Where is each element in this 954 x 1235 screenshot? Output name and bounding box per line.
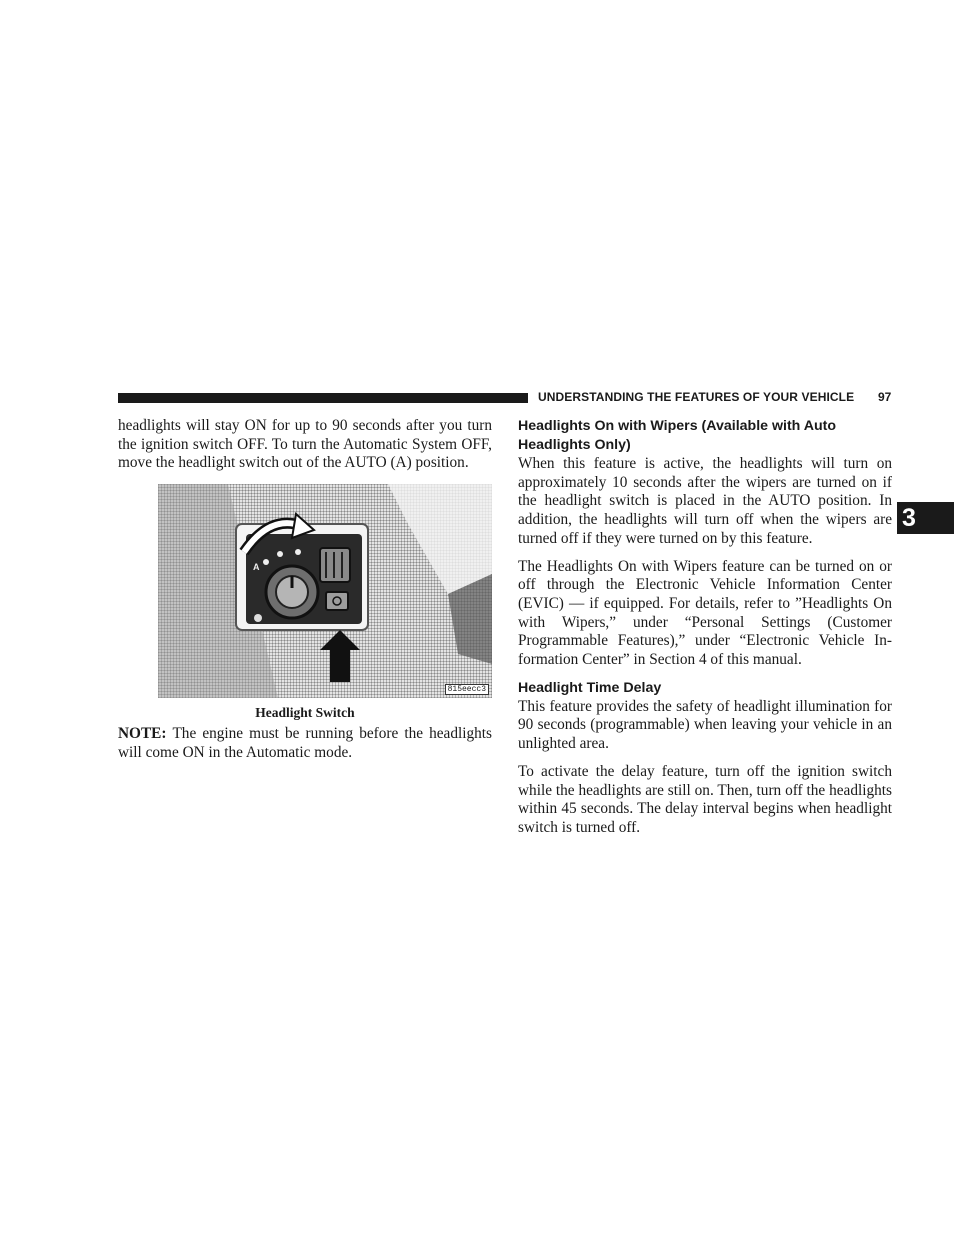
- delay-paragraph-2: To activate the delay feature, turn off the ignition switch while the headlights are still on. Then, turn off the headlights within 45 seconds. The delay interval begins when headlight switch is turned off.: [518, 762, 892, 836]
- figure-code: 815eecc3: [445, 684, 489, 695]
- header-rule: [118, 393, 528, 403]
- note-text: The engine must be running before the headlights will come ON in the Automatic mode.: [118, 725, 492, 761]
- wipers-paragraph-1: When this feature is active, the headlights will turn on approximately 10 seconds after the wipers are turned on if the headlight switch is placed in the AUTO position. In addition, the headlights will turn off when the wipers are turned off if they were turned on by this feature.: [518, 455, 892, 547]
- headlight-switch-figure: [158, 484, 492, 698]
- note-paragraph: [118, 725, 492, 762]
- delay-paragraph-1: This feature provides the safety of headlight illumination for 90 seconds (programmable) when leaving your vehicle in an unlighted area.: [518, 697, 892, 753]
- left-column: [118, 417, 492, 763]
- note-label: NOTE:: [118, 725, 167, 743]
- figure-caption: Headlight Switch: [255, 705, 355, 721]
- section-heading-wipers: Headlights On with Wipers (Available with Auto Headlights Only): [518, 418, 837, 453]
- auto-position-label: A: [253, 562, 260, 573]
- headlight-switch-illustration: [158, 484, 492, 698]
- wipers-paragraph-2: The Headlights On with Wipers feature can be turned on or off through the Electronic Vehicle Information Center (EVIC) — if equipped. For details, refer to ”Headlights On with Wipers,” under “Personal Settings (Customer Programmable Features),” under “Electronic Vehicle Information Center” in Section 4 of this manual.: [518, 557, 892, 669]
- page-number: 97: [878, 390, 892, 404]
- chapter-tab: 3: [897, 502, 954, 534]
- running-header: UNDERSTANDING THE FEATURES OF YOUR VEHICLE: [538, 390, 855, 404]
- right-column: [518, 417, 892, 838]
- section-heading-time-delay: Headlight Time Delay: [518, 679, 662, 696]
- intro-paragraph: headlights will stay ON for up to 90 seconds after you turn the ignition switch OFF. To turn the Automatic System OFF, move the headlight switch out of the AUTO (A) position.: [118, 417, 492, 472]
